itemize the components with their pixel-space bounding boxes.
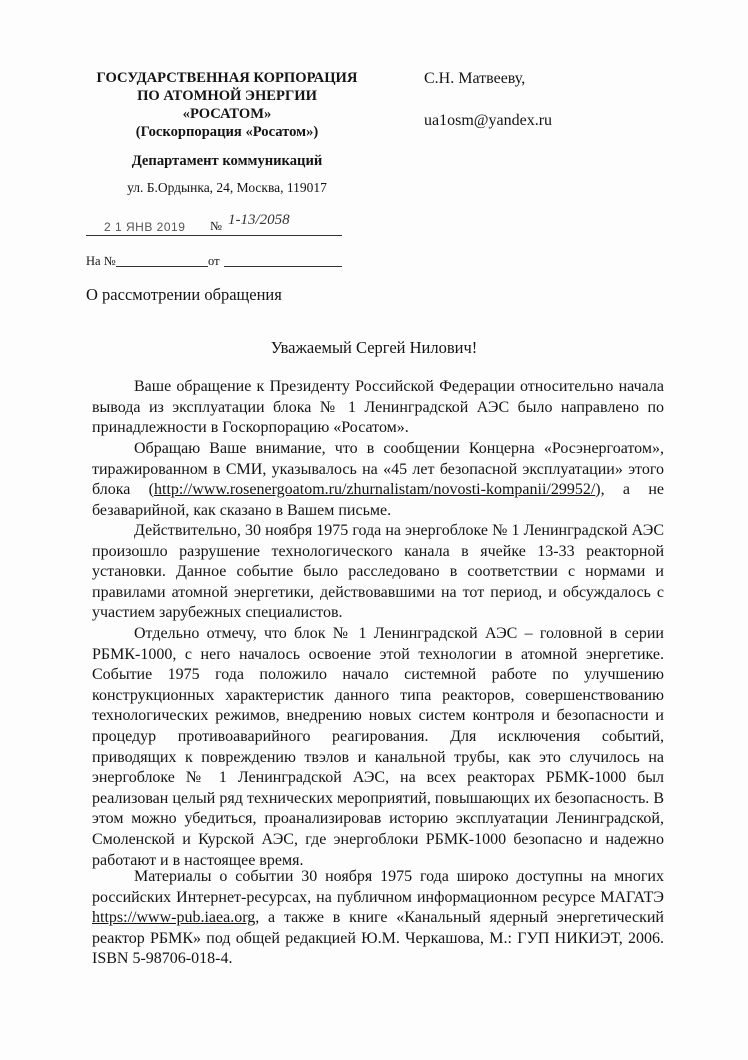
paragraph-text: ), а не безаварийной, как сказано в Вашем письме. xyxy=(92,481,664,519)
body-paragraph xyxy=(92,439,664,521)
letter-subject: О рассмотрении обращения xyxy=(86,285,282,304)
paragraph-text: Ваше обращение к Президенту Российской Федерации относительно начала вывода из эксплуатации блока № 1 Ленинградской АЭС было направлено по принадлежности в Госкорпорацию «Росатом». xyxy=(92,378,664,437)
number-label: № xyxy=(210,219,222,233)
paragraph-text: Материалы о событии 30 ноября 1975 года широко доступны на многих российских Интернет-ресурсах, на публичном информационном ресурсе МАГАТЭ xyxy=(92,868,664,906)
from-label: от xyxy=(208,254,220,268)
sender-department: Департамент коммуникаций xyxy=(131,153,323,169)
org-line-3: «РОСАТОМ» xyxy=(182,106,272,122)
iaea-link[interactable]: https://www-pub.iaea.org xyxy=(92,909,256,927)
org-line-2: ПО АТОМНОЙ ЭНЕРГИИ xyxy=(137,88,317,104)
reply-to-label: На № xyxy=(86,254,116,268)
sender-org-name xyxy=(62,69,392,141)
body-paragraph xyxy=(92,867,664,970)
registration-number: 1-13/2058 xyxy=(228,212,290,228)
sender-address: ул. Б.Ордынка, 24, Москва, 119017 xyxy=(127,180,327,195)
org-line-1: ГОСУДАРСТВЕННАЯ КОРПОРАЦИЯ xyxy=(96,70,358,86)
greeting: Уважаемый Сергей Нилович! xyxy=(270,338,478,357)
paragraph-text: , а также в книге «Канальный ядерный энергетический реактор РБМК» под общей редакцией Ю.М. Черкашова, М.: ГУП НИКИЭТ, 2006. ISBN 5-98706-018-4. xyxy=(92,909,664,968)
body-paragraph xyxy=(92,521,664,624)
recipient-email: ua1osm@yandex.ru xyxy=(424,112,553,129)
org-line-4: (Госкорпорация «Росатом») xyxy=(135,124,319,140)
recipient-name: С.Н. Матвееву, xyxy=(424,70,526,87)
date-stamp: 2 1 ЯНВ 2019 xyxy=(104,220,186,234)
paragraph-text: Отдельно отмечу, что блок № 1 Ленинградской АЭС – головной в серии РБМК-1000, с него началось освоение этой технологии в атомной энергетике. Событие 1975 года положило начало системной работе по улучшению конструкционных характеристик данного типа реакторов, совершенствованию технологических режимов, внедрению новых систем контроля и безопасности и процедур противоаварийного реагирования. Для исключения событий, приводящих к повреждению твэлов и канальной трубы, как это случилось на энергоблоке № 1 Ленинградской АЭС, на всех реакторах РБМК-1000 был реализован целый ряд технических мероприятий, повышающих их безопасность. В этом можно убедиться, проанализировав историю эксплуатации Ленинградской, Смоленской и Курской АЭС, где энергоблоки РБМК-1000 безопасно и надежно работают и в настоящее время. xyxy=(92,625,664,869)
reply-date-line xyxy=(224,266,342,267)
paragraph-text: Обращаю Ваше внимание, что в сообщении Концерна «Росэнергоатом», тиражированном в СМИ, указывалось на «45 лет безопасной эксплуатации» этого блока ( xyxy=(92,440,664,499)
rosenergoatom-link[interactable]: http://www.rosenergoatom.ru/zhurnalistam/novosti-kompanii/29952/ xyxy=(154,481,596,499)
reply-number-line xyxy=(116,266,208,267)
body-paragraph xyxy=(92,624,664,871)
body-paragraph xyxy=(92,377,664,439)
registration-underline xyxy=(86,235,342,236)
paragraph-text: Действительно, 30 ноября 1975 года на энергоблоке № 1 Ленинградской АЭС произошло разрушение технологического канала в ячейке 13-33 реакторной установки. Данное событие было расследовано в соответствии с нормами и правилами атомной энергетики, действовавшими на тот период, и обсуждалось с участием зарубежных специалистов. xyxy=(92,522,664,622)
